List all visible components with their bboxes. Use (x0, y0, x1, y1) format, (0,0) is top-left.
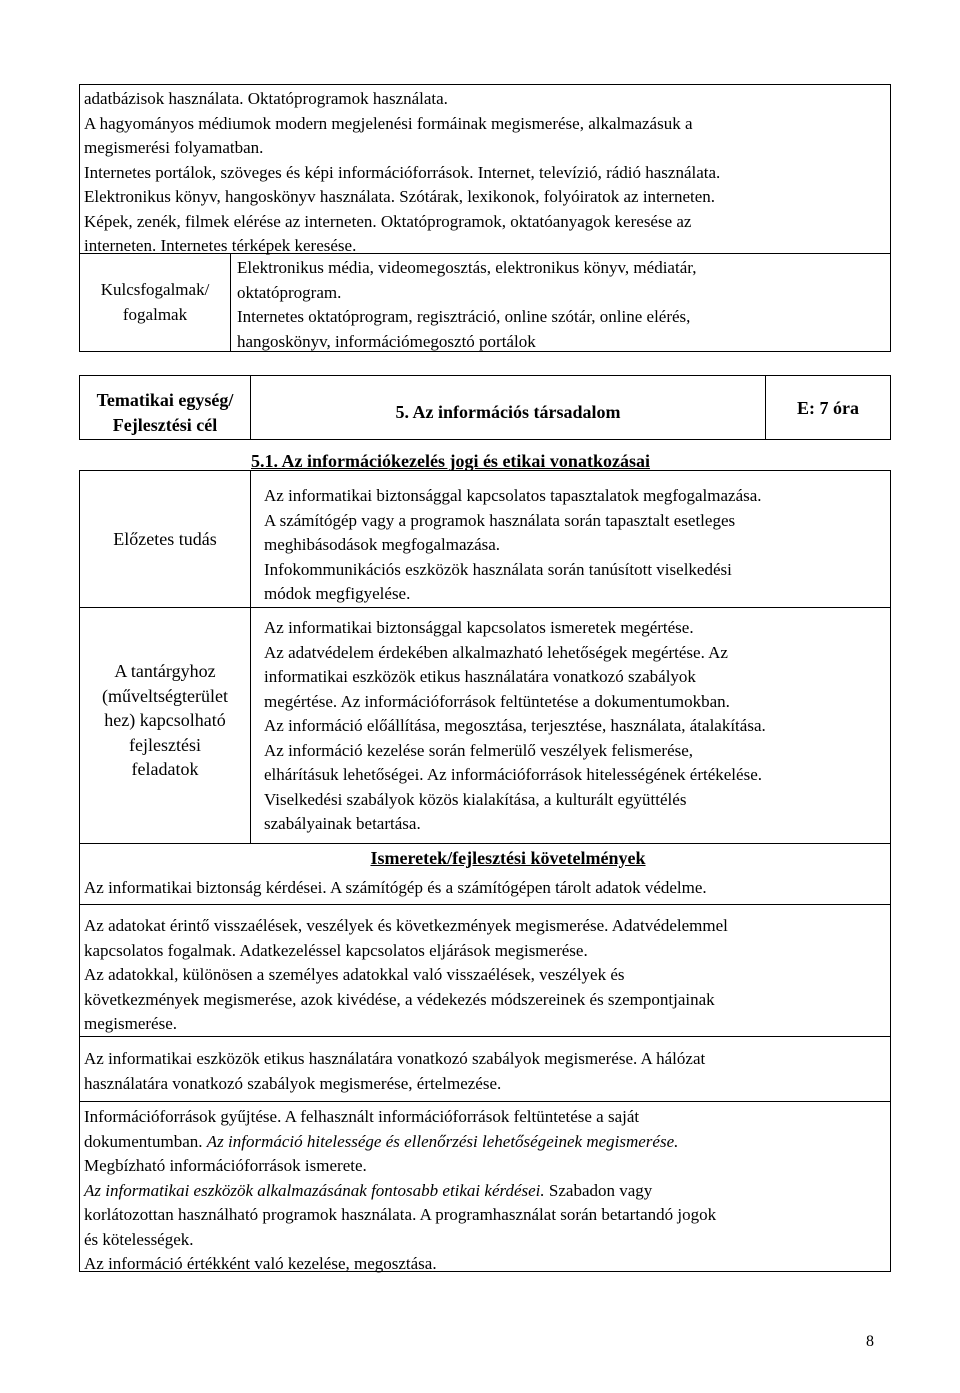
requirements-heading: Ismeretek/fejlesztési követelmények (370, 848, 646, 868)
content-line: adatbázisok használata. Oktatóprogramok használata. (84, 89, 448, 108)
req-line (84, 1179, 884, 1204)
prior-line: Infokommunikációs eszközök használata során tanúsított viselkedési (264, 559, 732, 579)
req-line: Az adatokkal, különösen a személyes adatokkal való visszaélések, veszélyek és (84, 965, 625, 984)
req-divider-3 (79, 1101, 891, 1102)
unit-label (80, 388, 250, 437)
tasks-line: Az informatikai biztonsággal kapcsolatos ismeretek megértése. (264, 618, 694, 637)
tasks-line: elhárításuk lehetőségei. Az információforrások hitelességének értékelése. (264, 765, 762, 784)
req-line: használatára vonatkozó szabályok megismerése, értelmezése. (84, 1073, 502, 1093)
tasks-label-line: fejlesztési (129, 734, 201, 755)
prior-line: módok megfigyelése. (264, 584, 411, 603)
content-line: Internetes portálok, szöveges és képi információforrások. Internet, televízió, rádió használata. (84, 162, 721, 182)
tasks-line: Az információ előállítása, megosztása, terjesztése, használata, átalakítása. (264, 716, 766, 735)
req-line: korlátozottan használható programok használata. A programhasználat során betartandó jogok (84, 1205, 717, 1224)
tasks-line: Viselkedési szabályok közös kialakítása, a kulturált együttélés (264, 789, 687, 809)
tasks-line: szabályainak betartása. (264, 814, 421, 833)
kulcs-col-divider (230, 253, 231, 352)
kulcs-line: hangoskönyv, információmegosztó portálok (237, 331, 536, 351)
kulcs-label (80, 278, 230, 327)
content-line: Képek, zenék, filmek elérése az interneten. Oktatóprogramok, oktatóanyagok keresése az (84, 211, 692, 231)
kulcs-label-line: Kulcsfogalmak/ (100, 280, 210, 299)
content-line: Elektronikus könyv, hangoskönyv használata. Szótárak, lexikonok, folyóiratok az interneten. (84, 187, 716, 206)
unit-label-line: Tematikai egység/ (96, 390, 234, 410)
req-line: következmények megismerése, azok kivédése, a védekezés módszereinek és szempontjainak (84, 989, 715, 1009)
tasks-line: informatikai eszközök etikus használatára vonatkozó szabályok (264, 667, 696, 686)
req-divider-1 (79, 904, 891, 905)
req-line: kapcsolatos fogalmak. Adatkezeléssel kapcsolatos eljárások megismerése. (84, 940, 588, 960)
prior-line: Az informatikai biztonsággal kapcsolatos tapasztalatok megfogalmazása. (264, 486, 762, 505)
req-row-3 (84, 1047, 884, 1096)
content-line: A hagyományos médiumok modern megjelenési formáinak megismerése, alkalmazásuk a (84, 113, 693, 133)
tasks-label-line: feladatok (131, 759, 199, 779)
tasks-label-line: (műveltségterület (102, 685, 228, 706)
tasks-line: megértése. Az információforrások feltüntetése a dokumentumokban. (264, 691, 730, 711)
prior-divider (79, 607, 891, 608)
unit-title: 5. Az információs társadalom (395, 402, 621, 422)
tasks-label-line: A tantárgyhoz (114, 661, 216, 681)
req-text: dokumentumban. (84, 1131, 207, 1151)
req-line: Információforrások gyűjtése. A felhasznált információforrások feltüntetése a saját (84, 1107, 640, 1126)
prior-line: A számítógép vagy a programok használata során tapasztalt esetleges (264, 510, 736, 530)
req-row-2 (84, 914, 884, 1037)
tasks-divider (79, 843, 891, 844)
content-line: interneten. Internetes térképek keresése. (84, 236, 357, 255)
kulcs-line: oktatóprogram. (237, 282, 342, 302)
req-line: Az informatikai eszközök etikus használatára vonatkozó szabályok megismerése. A hálózat (84, 1049, 706, 1068)
content-line: megismerési folyamatban. (84, 138, 264, 157)
kulcs-line: Elektronikus média, videomegosztás, elektronikus könyv, médiatár, (237, 258, 697, 277)
req-line (84, 1130, 884, 1155)
req-line: és kötelességek. (84, 1229, 194, 1249)
tasks-label (80, 659, 250, 782)
content-lines (84, 87, 884, 259)
tasks-line: Az adatvédelem érdekében alkalmazható lehetőségek megértése. Az (264, 642, 728, 662)
req-line: Az információ értékként való kezelése, megosztása. (84, 1254, 437, 1273)
unit-hours: E: 7 óra (797, 398, 859, 418)
req-text-italic: Az információ hitelessége és ellenőrzési lehetőségeinek megismerése. (206, 1131, 679, 1151)
kulcs-line: Internetes oktatóprogram, regisztráció, online szótár, online elérés, (237, 307, 691, 326)
kulcs-content (237, 256, 887, 354)
prior-label: Előzetes tudás (113, 529, 217, 549)
page-number: 8 (866, 1333, 874, 1350)
tasks-line: Az információ kezelése során felmerülő veszélyek felismerése, (264, 740, 694, 760)
kulcs-label-line: fogalmak (122, 304, 188, 324)
tasks-content (264, 616, 884, 837)
prior-content (264, 484, 884, 607)
req-text: Szabadon vagy (544, 1180, 653, 1200)
tasks-label-line: hez) kapcsolható (104, 710, 226, 730)
req-line: megismerése. (84, 1014, 177, 1033)
req-line: Az adatokat érintő visszaélések, veszélyek és következmények megismerése. Adatvédelemmel (84, 916, 728, 935)
req-row-1: Az informatikai biztonság kérdései. A számítógép és a számítógépen tárolt adatok védelme. (84, 878, 707, 897)
req-line: Megbízható információforrások ismerete. (84, 1156, 367, 1175)
unit-subtitle: 5.1. Az információkezelés jogi és etikai vonatkozásai (251, 451, 650, 471)
unit-label-line: Fejlesztési cél (112, 414, 218, 435)
body-col-divider (250, 470, 251, 844)
req-text-italic: Az informatikai eszközök alkalmazásának fontosabb etikai kérdései. (84, 1180, 545, 1200)
req-row-4 (84, 1105, 884, 1277)
prior-line: meghibásodások megfogalmazása. (264, 535, 501, 554)
